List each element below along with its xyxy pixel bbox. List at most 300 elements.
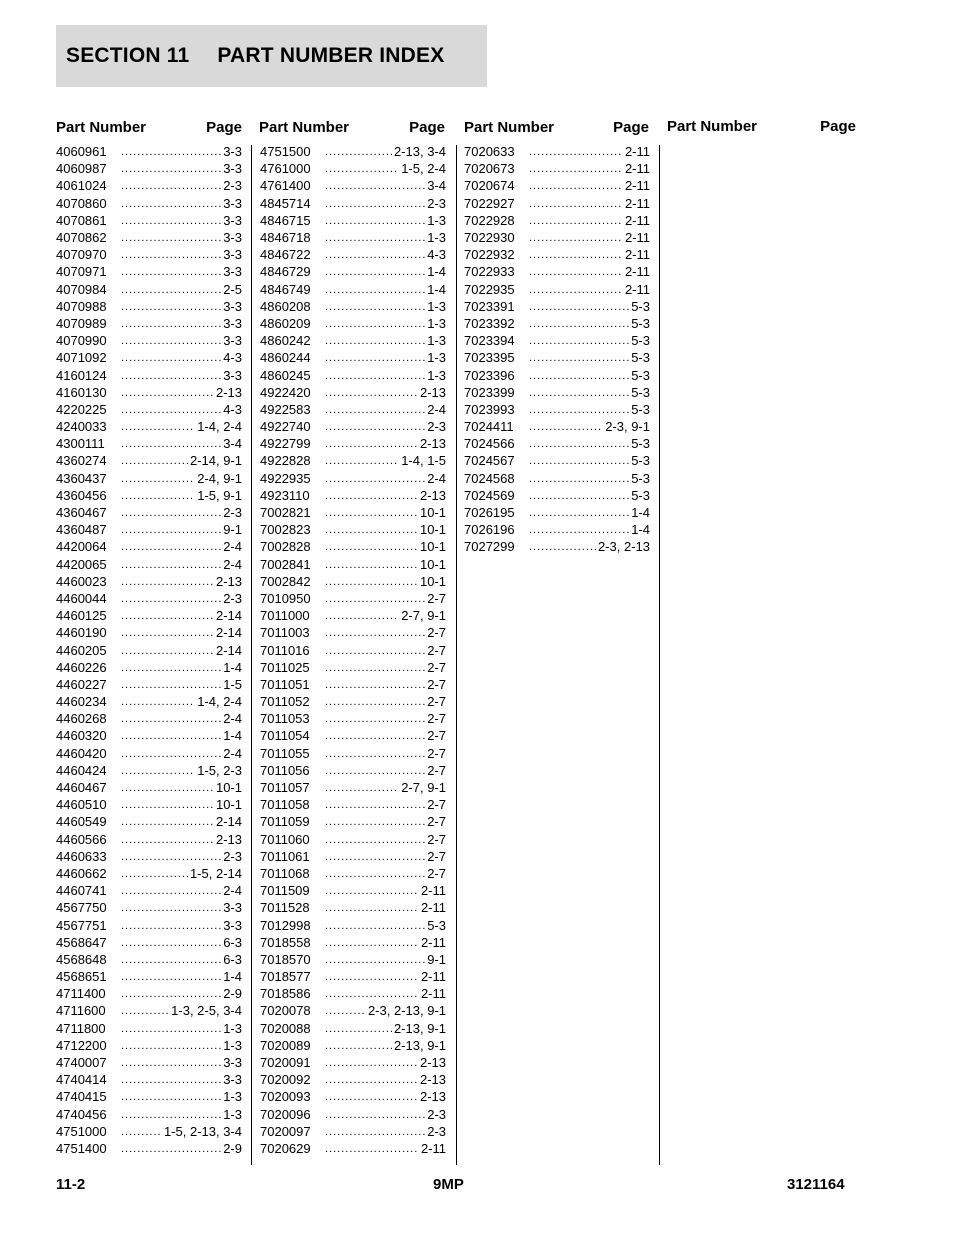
index-entry <box>260 1071 446 1088</box>
page-reference: 1-3 <box>427 315 446 331</box>
dot-leader <box>121 489 195 502</box>
index-entry <box>464 315 650 332</box>
page-reference: 10-1 <box>215 797 242 813</box>
page-reference: 2-7 <box>427 590 446 606</box>
index-column-2 <box>260 143 446 1157</box>
index-entry <box>260 143 446 160</box>
dot-leader <box>121 712 221 725</box>
dot-leader <box>325 300 425 313</box>
part-number: 7020673 <box>464 161 515 177</box>
dot-leader <box>121 437 221 450</box>
index-entry <box>260 1020 446 1037</box>
page-reference: 6-3 <box>223 934 242 950</box>
page-reference: 1-4 <box>223 659 242 675</box>
dot-leader <box>529 420 603 433</box>
page-reference: 1-4 <box>427 281 446 297</box>
dot-leader <box>529 197 623 210</box>
page-reference: 3-3 <box>223 1072 242 1088</box>
index-entry <box>56 263 242 280</box>
page-reference: 2-9 <box>223 986 242 1002</box>
dot-leader <box>325 1125 425 1138</box>
part-number: 4460633 <box>56 848 107 864</box>
dot-leader <box>121 369 221 382</box>
page-reference: 3-3 <box>223 917 242 933</box>
index-entry <box>260 813 446 830</box>
part-number: 4845714 <box>260 195 311 211</box>
index-entry <box>56 177 242 194</box>
dot-leader <box>121 644 214 657</box>
index-entry <box>260 762 446 779</box>
page-reference: 2-7 <box>427 797 446 813</box>
index-entry <box>56 366 242 383</box>
page-reference: 5-3 <box>631 401 650 417</box>
dot-leader <box>325 729 425 742</box>
dot-leader <box>325 454 399 467</box>
part-number: 7023396 <box>464 367 515 383</box>
page-reference: 2-7 <box>427 762 446 778</box>
dot-leader <box>121 197 221 210</box>
page-header: Page <box>820 118 856 135</box>
index-entry <box>260 246 446 263</box>
dot-leader <box>121 729 221 742</box>
page-reference: 10-1 <box>419 573 446 589</box>
part-number: 4751500 <box>260 144 311 160</box>
index-entry <box>56 452 242 469</box>
page-reference: 2-3 <box>223 590 242 606</box>
dot-leader <box>325 179 425 192</box>
index-entry <box>56 143 242 160</box>
index-entry <box>56 1002 242 1019</box>
part-number: 7012998 <box>260 917 311 933</box>
part-number: 7022930 <box>464 230 515 246</box>
dot-leader <box>121 747 221 760</box>
dot-leader <box>121 558 221 571</box>
index-entry <box>56 315 242 332</box>
dot-leader <box>121 317 221 330</box>
part-number: 4460420 <box>56 745 107 761</box>
page-reference: 2-7 <box>427 745 446 761</box>
page-reference: 1-3 <box>427 367 446 383</box>
dot-leader <box>529 334 629 347</box>
page-reference: 2-7 <box>427 642 446 658</box>
page-reference: 2-13 <box>419 384 446 400</box>
dot-leader <box>325 712 425 725</box>
dot-leader <box>529 214 623 227</box>
dot-leader <box>529 179 623 192</box>
part-number: 7022928 <box>464 212 515 228</box>
page-reference: 1-3 <box>223 1037 242 1053</box>
page-reference: 1-5 <box>223 676 242 692</box>
part-number: 4460467 <box>56 780 107 796</box>
index-entry <box>260 332 446 349</box>
page-reference: 2-3 <box>427 1106 446 1122</box>
part-number: 4860244 <box>260 350 311 366</box>
index-entry <box>260 779 446 796</box>
dot-leader <box>325 1039 392 1052</box>
part-number: 7011528 <box>260 900 310 916</box>
page-reference: 5-3 <box>631 367 650 383</box>
page-reference: 3-3 <box>223 230 242 246</box>
part-number: 7011060 <box>260 831 310 847</box>
index-entry <box>56 745 242 762</box>
dot-leader <box>121 265 221 278</box>
part-number: 7002841 <box>260 556 311 572</box>
page-reference: 10-1 <box>215 780 242 796</box>
part-number: 4460268 <box>56 711 107 727</box>
dot-leader <box>325 901 419 914</box>
index-entry <box>464 229 650 246</box>
page-reference: 5-3 <box>631 384 650 400</box>
dot-leader <box>325 644 425 657</box>
dot-leader <box>529 317 629 330</box>
index-entry <box>56 710 242 727</box>
part-number: 7023399 <box>464 384 515 400</box>
part-number: 4070861 <box>56 212 107 228</box>
dot-leader <box>121 214 221 227</box>
part-number: 7011000 <box>260 608 310 624</box>
dot-leader <box>121 1142 221 1155</box>
page-reference: 1-5, 2-14 <box>189 865 242 881</box>
part-number: 7011003 <box>260 625 310 641</box>
dot-leader <box>325 626 425 639</box>
page-reference: 1-4 <box>631 505 650 521</box>
index-entry <box>464 212 650 229</box>
dot-leader <box>121 386 214 399</box>
part-number: 7026195 <box>464 505 515 521</box>
page-number: 11-2 <box>56 1176 86 1193</box>
dot-leader <box>325 781 399 794</box>
part-number: 4060961 <box>56 144 107 160</box>
part-number: 7027299 <box>464 539 515 555</box>
page-reference: 1-5, 9-1 <box>197 487 242 503</box>
dot-leader <box>325 1056 418 1069</box>
page-reference: 1-4, 2-4 <box>197 694 242 710</box>
index-entry <box>260 521 446 538</box>
index-entry <box>464 504 650 521</box>
dot-leader <box>121 420 195 433</box>
dot-leader <box>121 248 221 261</box>
page-reference: 5-3 <box>631 315 650 331</box>
dot-leader <box>121 403 221 416</box>
dot-leader <box>529 472 629 485</box>
part-number: 7024566 <box>464 436 515 452</box>
page-reference: 10-1 <box>419 522 446 538</box>
index-entry <box>56 470 242 487</box>
index-entry <box>260 848 446 865</box>
dot-leader <box>325 970 419 983</box>
part-number: 4460023 <box>56 573 107 589</box>
page-reference: 10-1 <box>419 556 446 572</box>
column-divider <box>659 145 660 1165</box>
index-entry <box>56 418 242 435</box>
page-reference: 2-4 <box>223 883 242 899</box>
dot-leader <box>325 540 418 553</box>
page-reference: 2-13 <box>215 384 242 400</box>
dot-leader <box>325 764 425 777</box>
page-reference: 2-13, 9-1 <box>393 1020 446 1036</box>
page-reference: 2-13 <box>419 1089 446 1105</box>
index-entry <box>260 229 446 246</box>
part-number: 7020088 <box>260 1020 311 1036</box>
part-number: 7023391 <box>464 298 515 314</box>
index-entry <box>56 160 242 177</box>
dot-leader <box>325 437 418 450</box>
part-number: 4420064 <box>56 539 107 555</box>
part-number: 4071092 <box>56 350 107 366</box>
dot-leader <box>121 987 221 1000</box>
page-reference: 5-3 <box>631 470 650 486</box>
index-entry <box>464 487 650 504</box>
page-reference: 5-3 <box>631 487 650 503</box>
dot-leader <box>529 403 629 416</box>
index-entry <box>260 796 446 813</box>
part-number: 4360456 <box>56 487 107 503</box>
index-entry <box>56 882 242 899</box>
index-entry <box>260 624 446 641</box>
page-reference: 3-3 <box>223 144 242 160</box>
index-entry <box>260 985 446 1002</box>
index-entry <box>260 831 446 848</box>
index-entry <box>56 865 242 882</box>
index-entry <box>56 985 242 1002</box>
part-number: 4070970 <box>56 247 107 263</box>
part-number: 7020092 <box>260 1072 311 1088</box>
index-entry <box>56 641 242 658</box>
dot-leader <box>121 1039 221 1052</box>
page-reference: 2-4 <box>223 745 242 761</box>
page-reference: 2-11 <box>624 264 650 280</box>
page-reference: 3-3 <box>223 315 242 331</box>
part-number: 4360437 <box>56 470 107 486</box>
dot-leader <box>121 334 221 347</box>
page-reference: 2-7 <box>427 659 446 675</box>
index-entry <box>56 332 242 349</box>
index-entry <box>260 745 446 762</box>
index-entry <box>464 246 650 263</box>
page-reference: 1-5, 2-13, 3-4 <box>163 1123 242 1139</box>
dot-leader <box>121 901 221 914</box>
index-entry <box>260 1037 446 1054</box>
page-reference: 1-4, 2-4 <box>197 419 242 435</box>
page-reference: 2-11 <box>624 178 650 194</box>
page-reference: 2-4, 9-1 <box>197 470 242 486</box>
part-number: 4460510 <box>56 797 107 813</box>
part-number: 7020089 <box>260 1037 311 1053</box>
dot-leader <box>121 798 214 811</box>
index-entry <box>260 1106 446 1123</box>
dot-leader <box>121 609 214 622</box>
part-number: 4460226 <box>56 659 107 675</box>
page-reference: 1-3, 2-5, 3-4 <box>171 1003 242 1019</box>
index-entry <box>260 1054 446 1071</box>
part-number: 7020096 <box>260 1106 311 1122</box>
dot-leader <box>529 489 629 502</box>
index-entry <box>260 1140 446 1157</box>
index-entry <box>56 1140 242 1157</box>
part-number: 7011509 <box>260 883 310 899</box>
dot-leader <box>529 300 629 313</box>
page-reference: 3-3 <box>223 333 242 349</box>
part-number: 4740415 <box>56 1089 107 1105</box>
dot-leader <box>325 197 425 210</box>
page-reference: 2-7 <box>427 728 446 744</box>
page-reference: 10-1 <box>419 505 446 521</box>
dot-leader <box>325 1090 418 1103</box>
index-entry <box>260 195 446 212</box>
index-entry <box>260 401 446 418</box>
page-reference: 2-11 <box>420 1140 446 1156</box>
part-number: 7024569 <box>464 487 515 503</box>
index-entry <box>464 349 650 366</box>
dot-leader <box>325 798 425 811</box>
dot-leader <box>325 214 425 227</box>
index-entry <box>56 538 242 555</box>
part-number: 4846729 <box>260 264 311 280</box>
part-number: 4070988 <box>56 298 107 314</box>
part-number: 7020633 <box>464 144 515 160</box>
dot-leader <box>325 815 425 828</box>
index-entry <box>464 435 650 452</box>
dot-leader <box>529 540 596 553</box>
part-number: 4740007 <box>56 1055 107 1071</box>
part-number: 4460227 <box>56 676 107 692</box>
index-entry <box>56 556 242 573</box>
page-reference: 9-1 <box>223 522 242 538</box>
part-number: 4070990 <box>56 333 107 349</box>
dot-leader <box>121 626 214 639</box>
part-number: 4751400 <box>56 1140 107 1156</box>
index-entry <box>56 573 242 590</box>
dot-leader <box>325 317 425 330</box>
part-number: 4860242 <box>260 333 311 349</box>
index-entry <box>260 263 446 280</box>
part-number: 7011068 <box>260 865 310 881</box>
part-number: 4360274 <box>56 453 107 469</box>
dot-leader <box>325 747 425 760</box>
manual-number: 3121164 <box>787 1176 845 1193</box>
page-reference: 2-11 <box>624 230 650 246</box>
part-number: 4568647 <box>56 934 107 950</box>
part-number: 7002842 <box>260 573 311 589</box>
dot-leader <box>325 1004 366 1017</box>
page-reference: 5-3 <box>427 917 446 933</box>
part-number: 7024411 <box>464 419 514 435</box>
part-number: 7011053 <box>260 711 310 727</box>
page-reference: 3-3 <box>223 367 242 383</box>
dot-leader <box>529 506 629 519</box>
index-entry <box>260 384 446 401</box>
page-reference: 3-3 <box>223 900 242 916</box>
part-number: 4360487 <box>56 522 107 538</box>
part-number: 7018586 <box>260 986 311 1002</box>
index-entry <box>260 177 446 194</box>
page-reference: 2-3 <box>223 178 242 194</box>
index-entry <box>56 1037 242 1054</box>
part-number: 4922935 <box>260 470 311 486</box>
dot-leader <box>121 764 195 777</box>
page-reference: 2-13 <box>215 573 242 589</box>
page-reference: 2-7 <box>427 676 446 692</box>
index-entry <box>56 676 242 693</box>
page-reference: 1-5, 2-3 <box>197 762 242 778</box>
part-number: 4460424 <box>56 762 107 778</box>
index-entry <box>260 349 446 366</box>
part-number: 4922799 <box>260 436 311 452</box>
dot-leader <box>121 919 221 932</box>
page-reference: 4-3 <box>223 350 242 366</box>
index-entry <box>260 281 446 298</box>
dot-leader <box>325 334 425 347</box>
dot-leader <box>121 351 221 364</box>
part-number: 7023395 <box>464 350 515 366</box>
index-entry <box>260 865 446 882</box>
index-entry <box>56 298 242 315</box>
page-reference: 3-4 <box>223 436 242 452</box>
index-entry <box>56 624 242 641</box>
page-reference: 2-7 <box>427 865 446 881</box>
index-entry <box>260 659 446 676</box>
part-number: 7023392 <box>464 315 515 331</box>
part-number: 4922740 <box>260 419 311 435</box>
page-reference: 2-7 <box>427 694 446 710</box>
part-number: 7011061 <box>260 848 310 864</box>
dot-leader <box>325 575 418 588</box>
page-reference: 1-4 <box>427 264 446 280</box>
part-number: 7020629 <box>260 1140 311 1156</box>
dot-leader <box>121 472 195 485</box>
page-reference: 2-13 <box>419 1072 446 1088</box>
page-reference: 1-3 <box>223 1020 242 1036</box>
index-entry <box>464 177 650 194</box>
part-number: 4300111 <box>56 436 105 452</box>
page-reference: 2-7 <box>427 848 446 864</box>
index-entry <box>464 470 650 487</box>
index-entry <box>464 332 650 349</box>
page-reference: 2-4 <box>427 470 446 486</box>
dot-leader <box>121 1125 162 1138</box>
dot-leader <box>121 145 221 158</box>
page-reference: 3-3 <box>223 1055 242 1071</box>
part-number: 4070984 <box>56 281 107 297</box>
page-reference: 2-9 <box>223 1140 242 1156</box>
part-number: 4923110 <box>260 487 310 503</box>
part-number: 4846715 <box>260 212 311 228</box>
part-number: 7018558 <box>260 934 311 950</box>
index-entry <box>56 899 242 916</box>
part-number: 4860209 <box>260 315 311 331</box>
dot-leader <box>529 145 623 158</box>
page-reference: 2-3 <box>427 1123 446 1139</box>
dot-leader <box>325 472 425 485</box>
part-number: 4460566 <box>56 831 107 847</box>
page-reference: 1-4 <box>223 969 242 985</box>
dot-leader <box>121 162 221 175</box>
index-entry <box>464 401 650 418</box>
dot-leader <box>325 506 418 519</box>
dot-leader <box>325 1022 392 1035</box>
part-number: 4922828 <box>260 453 311 469</box>
dot-leader <box>121 1090 221 1103</box>
part-number: 7002828 <box>260 539 311 555</box>
dot-leader <box>325 850 425 863</box>
dot-leader <box>121 1073 221 1086</box>
dot-leader <box>529 265 623 278</box>
part-number-header: Part Number <box>667 118 758 135</box>
dot-leader <box>121 283 221 296</box>
index-entry <box>260 573 446 590</box>
index-entry <box>56 968 242 985</box>
part-number: 4420065 <box>56 556 107 572</box>
